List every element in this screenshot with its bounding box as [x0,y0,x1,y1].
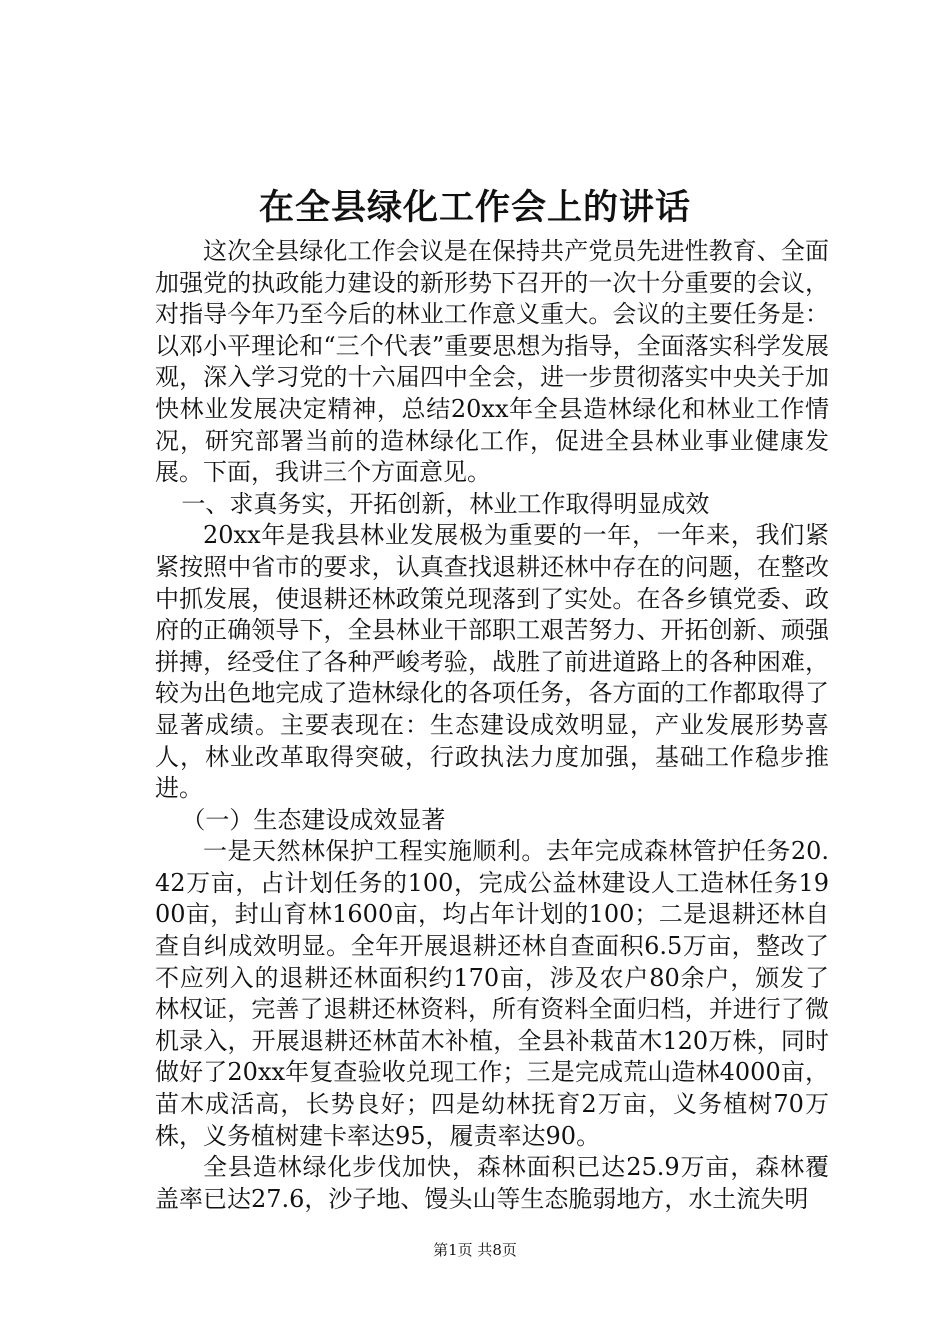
document-title: 在全县绿化工作会上的讲话 [258,187,691,228]
paragraph-subsection-1: 一是天然林保护工程实施顺利。去年完成森林管护任务20.42万亩，占计划任务的100，完成公益林建设人工造林任务1900亩，封山育林1600亩，均占年计划的100；二是退耕还林自查自纠成效明显。全年开展退耕还林自查面积6.5万亩，整改了不应列入的退耕还林面积约170亩，涉及农户80余户，颁发了林权证，完善了退耕还林资料，所有资料全面归档，并进行了微机录入，开展退耕还林苗木补植，全县补栽苗木120万株，同时做好了20xx年复查验收兑现工作；三是完成荒山造林4000亩，苗木成活高，长势良好；四是幼林抚育2万亩，义务植树70万株，义务植树建卡率达95，履责率达90。 [155,837,829,1150]
paragraph-intro: 这次全县绿化工作会议是在保持共产党员先进性教育、全面加强党的执政能力建设的新形势下召开的一次十分重要的会议，对指导今年乃至今后的林业工作意义重大。会议的主要任务是：以邓小平理论和“三个代表”重要思想为指导，全面落实科学发展观，深入学习党的十六届四中全会，进一步贯彻落实中央关于加快林业发展决定精神，总结20xx年全县造林绿化和林业工作情况，研究部署当前的造林绿化工作，促进全县林业事业健康发展。下面，我讲三个方面意见。 [155,237,829,487]
paragraph-forest-coverage: 全县造林绿化步伐加快，森林面积已达25.9万亩，森林覆盖率已达27.6，沙子地、馒头山等生态脆弱地方，水土流失明 [155,1153,829,1213]
page-footer: 第1页 共8页 [433,1241,517,1259]
document-body [155,236,829,1215]
paragraph-section-1: 20xx年是我县林业发展极为重要的一年，一年来，我们紧紧按照中省市的要求，认真查找退耕还林中存在的问题，在整改中抓发展，使退耕还林政策兑现落到了实处。在各乡镇党委、政府的正确领导下，全县林业干部职工艰苦努力、开拓创新、顽强拼搏，经受住了各种严峻考验，战胜了前进道路上的各种困难，较为出色地完成了造林绿化的各项任务，各方面的工作都取得了显著成绩。主要表现在：生态建设成效明显，产业发展形势喜人，林业改革取得突破，行政执法力度加强，基础工作稳步推进。 [155,521,829,803]
subsection-heading-1: （一）生态建设成效显著 [181,805,446,834]
section-heading-1: 一、求真务实，开拓创新，林业工作取得明显成效 [181,489,710,518]
